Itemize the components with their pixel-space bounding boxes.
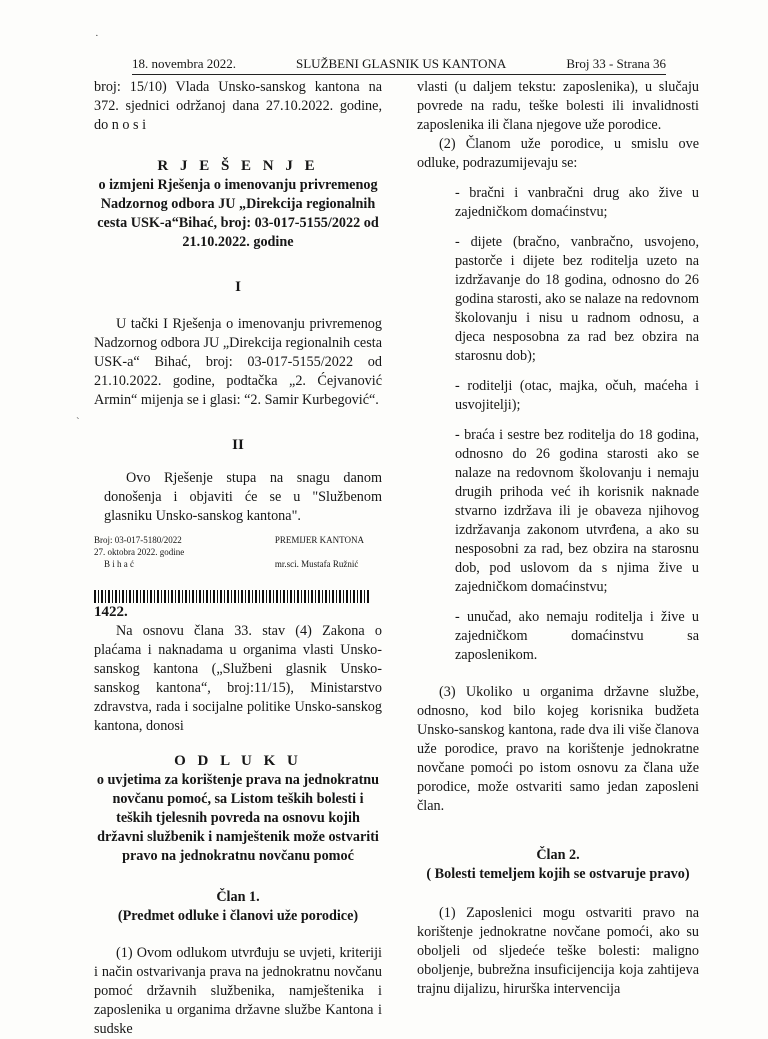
signatory-name: mr.sci. Mustafa Ružnić (274, 559, 359, 569)
clan-1-paragraph-1: (1) Ovom odlukom utvrđuju se uvjeti, kriteriji i način ostvarivanja prava na jednokratnu novčanu pomoć državnih službenika, namještenika i zaposlenika u organima državne službe Kantona i sudske (94, 945, 382, 1037)
family-member-item: - bračni i vanbračni drug ako žive u zajedničkom domaćinstvu; (455, 185, 699, 220)
clan-1-subtitle: (Predmet odluke i članovi uže porodice) (117, 908, 359, 924)
section-2-heading: II (232, 437, 244, 453)
rjesenje-title: R J E Š E N J E (157, 158, 319, 174)
page-dot-mark: · (95, 30, 99, 42)
odluka-subtitle: o uvjetima za korištenje prava na jednokratnu novčanu pomoć, sa Listom teških bolesti i teških tjelesnih povreda na osnovu kojih državni službenik i namještenik može ostvariti pravo na jednokratnu novčanu pomoć (96, 772, 380, 864)
separator-barcode (94, 590, 370, 603)
rjesenje-subtitle: o izmjeni Rješenja o imenovanju privremenog Nadzornog odbora JU „Direkcija regionalnih cesta USK-a“Bihać, broj: 03-017-5155/2022 od 21.10.2022. godine (97, 177, 379, 250)
family-member-item: - unučad, ako nemaju roditelja i žive u zajedničkom domaćinstvu sa zaposlenikom. (455, 609, 699, 663)
intro-text: broj: 15/10) Vlada Unsko-sanskog kantona na 372. sjednici održanoj dana 27.10.2022. godine, do n o s i (94, 79, 382, 133)
family-member-item: - roditelji (otac, majka, očuh, maćeha i usvojitelji); (455, 378, 699, 413)
continued-text: vlasti (u daljem tekstu: zaposlenika), u slučaju povrede na radu, teške bolesti ili invalidnosti zaposlenika ili člana njegove uže porodice. (417, 79, 699, 133)
signature-block (94, 534, 382, 570)
clan-1-paragraph-3: (3) Ukoliko u organima državne službe, odnosno, kod bilo kojeg korisnika budžeta Unsko-sanskog kantona, rade dva ili više članova uže porodice, pravo na korištenje jednokratne novčane pomoći po istom osnovu za člana uže porodice, može ostvariti samo jedan zaposleni član. (417, 684, 699, 814)
section-2-text: Ovo Rješenje stupa na snagu danom donošenja i objaviti će se u "Službenom glasniku Unsko-sanskog kantona". (104, 470, 382, 524)
header-publication: SLUŽBENI GLASNIK US KANTONA (296, 56, 507, 71)
page-header (132, 56, 666, 75)
signatory-role: PREMIJER KANTONA (274, 535, 364, 545)
clan-2-paragraph-1: (1) Zaposlenici mogu ostvariti pravo na korištenje jednokratne novčane pomoći, ako su oboljeli od sljedeće teške bolesti: maligno oboljenje, bubrežna insuficijencija koja zahtijeva trajnu dijalizu, hirurška intervencija (417, 905, 699, 997)
clan-1-title: Član 1. (216, 889, 260, 905)
clan-2-title: Član 2. (536, 847, 580, 863)
odluka-title: O D L U K U (174, 753, 302, 769)
decision-date: 27. oktobra 2022. godine (94, 547, 185, 557)
right-column (417, 78, 699, 999)
left-column (94, 78, 382, 1039)
section-1-heading: I (235, 279, 241, 295)
header-date: 18. novembra 2022. (132, 56, 236, 71)
header-issue-page: Broj 33 - Strana 36 (566, 56, 666, 71)
section-1-text: U tački I Rješenja o imenovanju privremenog Nadzornog odbora JU „Direkcija regionalnih cesta USK-a“ Bihać, broj: 03-017-5155/2022 od 21.10.2022. godine, podtačka „2. Ćejvanović Armin“ mijenja se i glasi: “2. Samir Kurbegović“. (94, 316, 382, 408)
family-member-item: - braća i sestre bez roditelja do 18 godina, odnosno do 26 godina starosti ako se nalaze na redovnom školovanju i nemaju drugih prihoda već ih korisnik naknade stvarno izdržava ili je obaveza njihovog izdržavanja zakonom utvrđena, a ako su nesposobni za rad, bez obzira na starosnu dob, pod uslovom da s njima žive u zajedničkom domaćinstvu; (455, 427, 699, 595)
clan-1-paragraph-2: (2) Članom uže porodice, u smislu ove odluke, podrazumijevaju se: (417, 136, 699, 171)
page-tick-mark: ` (76, 416, 80, 428)
clan-2-subtitle: ( Bolesti temeljem kojih se ostvaruje pravo) (426, 866, 690, 882)
act-intro: Na osnovu člana 33. stav (4) Zakona o plaćama i naknadama u organima vlasti Unsko-sanskog kantona („Službeni glasnik Unsko-sanskog kantona“, broj:11/15), Ministarstvo zdravstva, rada i socijalne politike Unsko-sanskog kantona, donosi (94, 623, 382, 734)
decision-number: Broj: 03-017-5180/2022 (94, 535, 182, 545)
family-member-item: - dijete (bračno, vanbračno, usvojeno, pastorče i dijete bez roditelja uzeto na izdržavanje do 18 godina, odnosno do 26 godina starosti, ako se nalaze na redovnom školovanju i nisu u radnom odnosu, a djeca nesposobna za rad bez obzira na starosnu dob); (455, 234, 699, 364)
decision-place: B i h a ć (104, 559, 134, 569)
act-number: 1422. (94, 604, 128, 620)
